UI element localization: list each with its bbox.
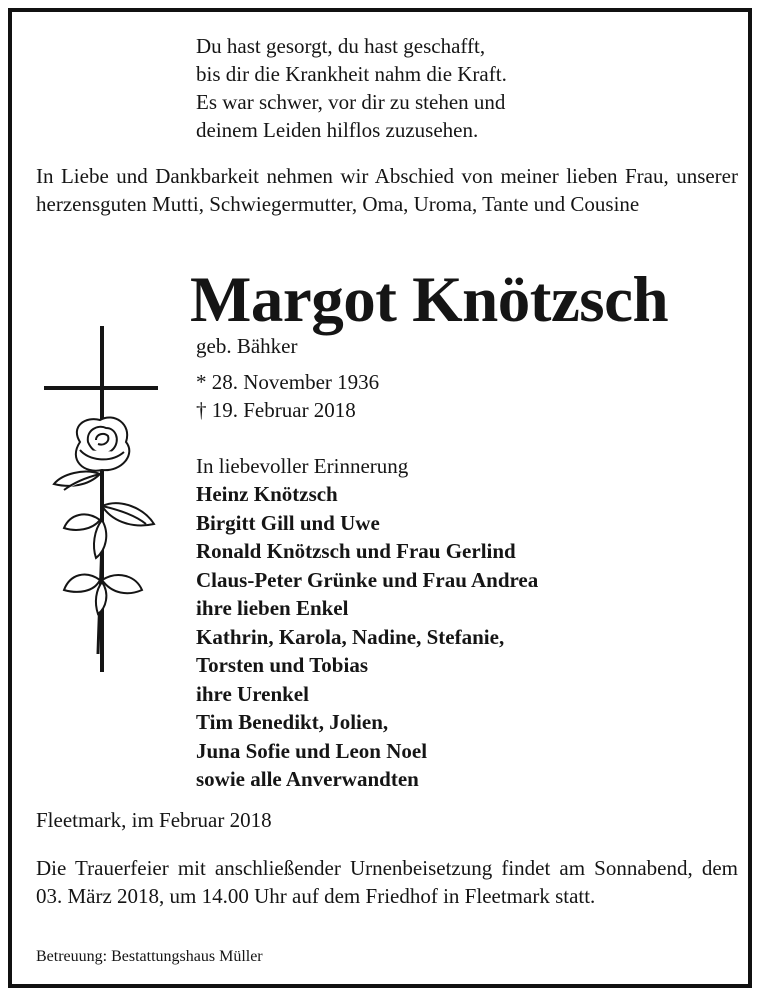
poem-line: deinem Leiden hilflos zuzusehen. xyxy=(196,118,479,142)
funeral-info: Die Trauerfeier mit anschließender Urnenbeisetzung findet am Sonnabend, dem 03. März 2018, um 14.00 Uhr auf dem Friedhof in Fleetmark statt. xyxy=(36,856,738,908)
cross-with-rose-icon xyxy=(40,324,160,684)
place-date: Fleetmark, im Februar 2018 xyxy=(36,808,272,832)
poem xyxy=(196,32,507,144)
mourner-line: Claus-Peter Grünke und Frau Andrea xyxy=(196,567,539,592)
death-date: † 19. Februar 2018 xyxy=(196,398,356,422)
mourners-list xyxy=(196,480,538,794)
birth-date: * 28. November 1936 xyxy=(196,370,380,394)
mourner-line: Birgitt Gill und Uwe xyxy=(196,510,380,535)
poem-line: Du hast gesorgt, du hast geschafft, xyxy=(196,34,486,58)
mourner-line: Torsten und Tobias xyxy=(196,653,368,677)
mourner-line: Kathrin, Karola, Nadine, Stefanie, xyxy=(196,624,505,649)
mourner-line: Ronald Knötzsch und Frau Gerlind xyxy=(196,539,516,563)
mourner-line: sowie alle Anverwandten xyxy=(196,767,419,791)
undertaker-credit: Betreuung: Bestattungshaus Müller xyxy=(36,948,263,965)
mourner-line: Heinz Knötzsch xyxy=(196,482,338,506)
mourner-line: ihre Urenkel xyxy=(196,681,309,706)
mourner-line: Tim Benedikt, Jolien, xyxy=(196,710,389,734)
memory-heading: In liebevoller Erinnerung xyxy=(196,454,409,478)
obituary-notice xyxy=(8,8,752,988)
intro-text: In Liebe und Dankbarkeit nehmen wir Abschied von meiner lieben Frau, unserer herzensguten Mutti, Schwiegermutter, Oma, Uroma, Tante und Cousine xyxy=(36,164,738,216)
poem-line: Es war schwer, vor dir zu stehen und xyxy=(196,90,506,114)
maiden-name: geb. Bähker xyxy=(196,334,298,358)
mourner-line: ihre lieben Enkel xyxy=(196,596,349,620)
poem-line: bis dir die Krankheit nahm die Kraft. xyxy=(196,62,507,86)
deceased-name: Margot Knötzsch xyxy=(190,264,669,336)
mourner-line: Juna Sofie und Leon Noel xyxy=(196,738,428,763)
